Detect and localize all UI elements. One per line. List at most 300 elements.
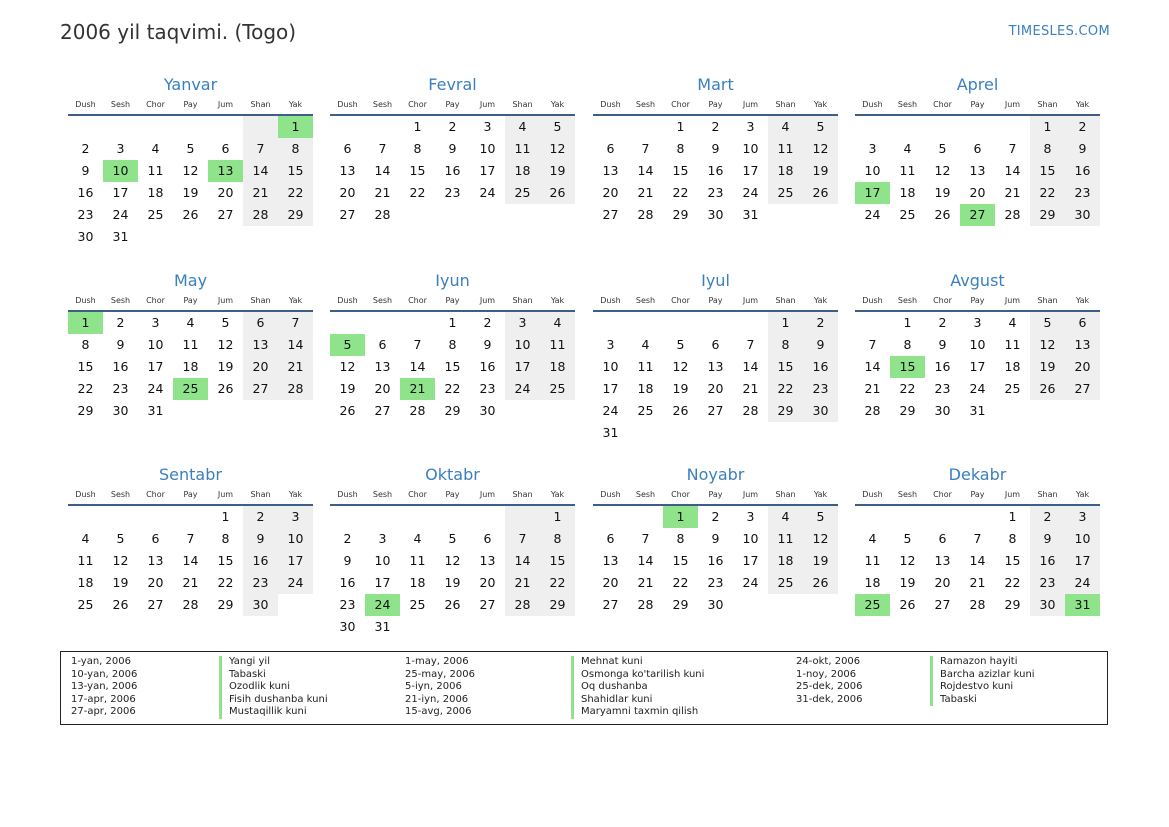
day-cell[interactable]: 30 <box>1065 204 1100 226</box>
day-cell[interactable]: 13 <box>339 163 356 178</box>
day-cell[interactable]: 9 <box>448 141 457 156</box>
day-cell[interactable]: 30 <box>112 403 129 418</box>
day-cell[interactable]: 1 <box>413 119 422 134</box>
day-cell[interactable]: 21 <box>182 575 199 590</box>
day-cell[interactable]: 12 <box>339 359 356 374</box>
day-cell[interactable]: 1 <box>221 509 230 524</box>
day-cell[interactable]: 28 <box>1004 207 1021 222</box>
day-cell[interactable]: 22 <box>672 575 689 590</box>
day-cell[interactable]: 27 <box>243 378 278 400</box>
day-cell[interactable]: 5 <box>221 315 230 330</box>
day-cell[interactable]: 24 <box>147 381 164 396</box>
day-cell[interactable]: 15 <box>409 163 426 178</box>
day-cell[interactable]: 22 <box>444 381 461 396</box>
day-cell[interactable]: 11 <box>899 163 916 178</box>
day-cell[interactable]: 17 <box>1065 550 1100 572</box>
day-cell[interactable]: 26 <box>899 597 916 612</box>
day-cell[interactable]: 8 <box>448 337 457 352</box>
day-cell[interactable]: 20 <box>602 185 619 200</box>
day-cell[interactable]: 23 <box>112 381 129 396</box>
day-cell[interactable]: 21 <box>374 185 391 200</box>
day-cell[interactable]: 14 <box>637 553 654 568</box>
day-cell[interactable]: 29 <box>77 403 94 418</box>
day-cell[interactable]: 7 <box>868 337 877 352</box>
day-cell[interactable]: 15 <box>278 160 313 182</box>
day-cell[interactable]: 9 <box>243 528 278 550</box>
day-cell[interactable]: 16 <box>243 550 278 572</box>
day-cell[interactable]: 6 <box>606 141 615 156</box>
day-cell[interactable]: 22 <box>217 575 234 590</box>
day-cell[interactable]: 21 <box>278 356 313 378</box>
day-cell[interactable]: 7 <box>413 337 422 352</box>
day-cell[interactable]: 28 <box>278 378 313 400</box>
day-cell[interactable]: 20 <box>217 185 234 200</box>
day-cell[interactable]: 8 <box>221 531 230 546</box>
day-cell[interactable]: 26 <box>1030 378 1065 400</box>
day-cell[interactable]: 14 <box>637 163 654 178</box>
day-cell[interactable]: 14 <box>742 359 759 374</box>
day-cell[interactable]: 15 <box>217 553 234 568</box>
day-cell[interactable]: 4 <box>868 531 877 546</box>
day-cell[interactable]: 2 <box>116 315 125 330</box>
day-cell[interactable]: 1 <box>1008 509 1017 524</box>
day-cell[interactable]: 23 <box>339 597 356 612</box>
day-cell[interactable]: 16 <box>707 163 724 178</box>
day-cell[interactable]: 18 <box>182 359 199 374</box>
day-cell[interactable]: 24 <box>278 572 313 594</box>
day-cell[interactable]: 16 <box>707 553 724 568</box>
day-cell[interactable]: 12 <box>217 337 234 352</box>
day-cell[interactable]: 19 <box>899 575 916 590</box>
day-cell[interactable]: 2 <box>243 506 278 528</box>
day-cell[interactable]: 11 <box>637 359 654 374</box>
day-cell[interactable]: 4 <box>540 312 575 334</box>
day-cell[interactable]: 17 <box>112 185 129 200</box>
day-cell[interactable]: 2 <box>81 141 90 156</box>
day-cell[interactable]: 17 <box>374 575 391 590</box>
day-cell[interactable]: 23 <box>243 572 278 594</box>
day-cell[interactable]: 15 <box>540 550 575 572</box>
day-cell[interactable]: 10 <box>602 359 619 374</box>
day-cell[interactable]: 21 <box>969 575 986 590</box>
day-cell[interactable]: 3 <box>151 315 160 330</box>
day-cell[interactable]: 7 <box>186 531 195 546</box>
day-cell[interactable]: 8 <box>676 531 685 546</box>
day-cell[interactable]: 18 <box>1004 359 1021 374</box>
day-cell[interactable]: 24 <box>742 185 759 200</box>
day-cell[interactable]: 15 <box>77 359 94 374</box>
day-cell[interactable]: 8 <box>1008 531 1017 546</box>
day-cell[interactable]: 11 <box>505 138 540 160</box>
day-cell[interactable]: 19 <box>182 185 199 200</box>
day-cell[interactable]: 12 <box>540 138 575 160</box>
day-cell[interactable]: 8 <box>676 141 685 156</box>
day-cell[interactable]: 14 <box>243 160 278 182</box>
day-cell[interactable]: 20 <box>1065 356 1100 378</box>
day-cell[interactable]: 10 <box>278 528 313 550</box>
day-cell[interactable]: 2 <box>803 312 838 334</box>
day-cell[interactable]: 5 <box>330 334 365 356</box>
day-cell[interactable]: 27 <box>602 597 619 612</box>
day-cell[interactable]: 2 <box>448 119 457 134</box>
day-cell[interactable]: 18 <box>409 575 426 590</box>
day-cell[interactable]: 7 <box>505 528 540 550</box>
day-cell[interactable]: 16 <box>1065 160 1100 182</box>
day-cell[interactable]: 13 <box>374 359 391 374</box>
day-cell[interactable]: 21 <box>1004 185 1021 200</box>
day-cell[interactable]: 17 <box>479 163 496 178</box>
day-cell[interactable]: 22 <box>1004 575 1021 590</box>
day-cell[interactable]: 16 <box>112 359 129 374</box>
day-cell[interactable]: 14 <box>409 359 426 374</box>
day-cell[interactable]: 15 <box>444 359 461 374</box>
day-cell[interactable]: 6 <box>151 531 160 546</box>
day-cell[interactable]: 3 <box>278 506 313 528</box>
day-cell[interactable]: 19 <box>1030 356 1065 378</box>
day-cell[interactable]: 11 <box>77 553 94 568</box>
day-cell[interactable]: 31 <box>742 207 759 222</box>
day-cell[interactable]: 5 <box>938 141 947 156</box>
day-cell[interactable]: 19 <box>672 381 689 396</box>
day-cell[interactable]: 11 <box>1004 337 1021 352</box>
day-cell[interactable]: 7 <box>746 337 755 352</box>
day-cell[interactable]: 25 <box>77 597 94 612</box>
day-cell[interactable]: 12 <box>899 553 916 568</box>
day-cell[interactable]: 12 <box>672 359 689 374</box>
day-cell[interactable]: 10 <box>742 531 759 546</box>
day-cell[interactable]: 28 <box>742 403 759 418</box>
day-cell[interactable]: 10 <box>103 160 138 182</box>
day-cell[interactable]: 5 <box>676 337 685 352</box>
day-cell[interactable]: 7 <box>973 531 982 546</box>
day-cell[interactable]: 13 <box>707 359 724 374</box>
day-cell[interactable]: 12 <box>934 163 951 178</box>
day-cell[interactable]: 25 <box>173 378 208 400</box>
day-cell[interactable]: 7 <box>243 138 278 160</box>
day-cell[interactable]: 11 <box>768 138 803 160</box>
day-cell[interactable]: 22 <box>409 185 426 200</box>
day-cell[interactable]: 28 <box>243 204 278 226</box>
day-cell[interactable]: 14 <box>374 163 391 178</box>
day-cell[interactable]: 30 <box>1030 594 1065 616</box>
day-cell[interactable]: 28 <box>637 207 654 222</box>
day-cell[interactable]: 17 <box>742 553 759 568</box>
day-cell[interactable]: 9 <box>711 141 720 156</box>
day-cell[interactable]: 26 <box>803 182 838 204</box>
day-cell[interactable]: 26 <box>934 207 951 222</box>
day-cell[interactable]: 21 <box>243 182 278 204</box>
day-cell[interactable]: 3 <box>973 315 982 330</box>
day-cell[interactable]: 13 <box>934 553 951 568</box>
day-cell[interactable]: 18 <box>768 550 803 572</box>
day-cell[interactable]: 21 <box>400 378 435 400</box>
day-cell[interactable]: 26 <box>217 381 234 396</box>
day-cell[interactable]: 10 <box>742 141 759 156</box>
day-cell[interactable]: 13 <box>243 334 278 356</box>
day-cell[interactable]: 30 <box>243 594 278 616</box>
day-cell[interactable]: 17 <box>505 356 540 378</box>
day-cell[interactable]: 5 <box>186 141 195 156</box>
day-cell[interactable]: 3 <box>868 141 877 156</box>
day-cell[interactable]: 12 <box>112 553 129 568</box>
day-cell[interactable]: 20 <box>243 356 278 378</box>
day-cell[interactable]: 4 <box>505 116 540 138</box>
day-cell[interactable]: 21 <box>637 185 654 200</box>
day-cell[interactable]: 27 <box>217 207 234 222</box>
day-cell[interactable]: 13 <box>208 160 243 182</box>
day-cell[interactable]: 10 <box>479 141 496 156</box>
day-cell[interactable]: 23 <box>803 378 838 400</box>
day-cell[interactable]: 23 <box>77 207 94 222</box>
day-cell[interactable]: 28 <box>637 597 654 612</box>
day-cell[interactable]: 3 <box>505 312 540 334</box>
day-cell[interactable]: 13 <box>969 163 986 178</box>
day-cell[interactable]: 19 <box>803 160 838 182</box>
day-cell[interactable]: 10 <box>864 163 881 178</box>
day-cell[interactable]: 1 <box>663 506 698 528</box>
day-cell[interactable]: 22 <box>768 378 803 400</box>
day-cell[interactable]: 16 <box>77 185 94 200</box>
day-cell[interactable]: 6 <box>973 141 982 156</box>
day-cell[interactable]: 24 <box>742 575 759 590</box>
day-cell[interactable]: 29 <box>444 403 461 418</box>
day-cell[interactable]: 24 <box>864 207 881 222</box>
day-cell[interactable]: 2 <box>483 315 492 330</box>
day-cell[interactable]: 12 <box>444 553 461 568</box>
day-cell[interactable]: 4 <box>151 141 160 156</box>
day-cell[interactable]: 6 <box>343 141 352 156</box>
day-cell[interactable]: 23 <box>707 185 724 200</box>
day-cell[interactable]: 31 <box>1065 594 1100 616</box>
day-cell[interactable]: 14 <box>182 553 199 568</box>
day-cell[interactable]: 26 <box>339 403 356 418</box>
day-cell[interactable]: 17 <box>855 182 890 204</box>
day-cell[interactable]: 28 <box>182 597 199 612</box>
day-cell[interactable]: 26 <box>112 597 129 612</box>
day-cell[interactable]: 8 <box>903 337 912 352</box>
day-cell[interactable]: 27 <box>147 597 164 612</box>
day-cell[interactable]: 25 <box>147 207 164 222</box>
day-cell[interactable]: 21 <box>864 381 881 396</box>
day-cell[interactable]: 20 <box>479 575 496 590</box>
day-cell[interactable]: 30 <box>479 403 496 418</box>
day-cell[interactable]: 1 <box>448 315 457 330</box>
day-cell[interactable]: 2 <box>711 509 720 524</box>
day-cell[interactable]: 29 <box>672 597 689 612</box>
day-cell[interactable]: 17 <box>969 359 986 374</box>
day-cell[interactable]: 22 <box>672 185 689 200</box>
day-cell[interactable]: 27 <box>1065 378 1100 400</box>
day-cell[interactable]: 4 <box>641 337 650 352</box>
day-cell[interactable]: 23 <box>707 575 724 590</box>
day-cell[interactable]: 26 <box>672 403 689 418</box>
day-cell[interactable]: 31 <box>602 425 619 440</box>
day-cell[interactable]: 10 <box>147 337 164 352</box>
day-cell[interactable]: 21 <box>637 575 654 590</box>
day-cell[interactable]: 13 <box>1065 334 1100 356</box>
day-cell[interactable]: 5 <box>1030 312 1065 334</box>
day-cell[interactable]: 4 <box>1008 315 1017 330</box>
day-cell[interactable]: 26 <box>803 572 838 594</box>
day-cell[interactable]: 6 <box>243 312 278 334</box>
day-cell[interactable]: 18 <box>147 185 164 200</box>
day-cell[interactable]: 3 <box>116 141 125 156</box>
day-cell[interactable]: 24 <box>505 378 540 400</box>
day-cell[interactable]: 10 <box>969 337 986 352</box>
day-cell[interactable]: 21 <box>742 381 759 396</box>
day-cell[interactable]: 3 <box>606 337 615 352</box>
day-cell[interactable]: 13 <box>147 553 164 568</box>
day-cell[interactable]: 20 <box>969 185 986 200</box>
day-cell[interactable]: 27 <box>479 597 496 612</box>
day-cell[interactable]: 25 <box>768 182 803 204</box>
day-cell[interactable]: 9 <box>938 337 947 352</box>
day-cell[interactable]: 20 <box>147 575 164 590</box>
day-cell[interactable]: 29 <box>278 204 313 226</box>
day-cell[interactable]: 17 <box>602 381 619 396</box>
day-cell[interactable]: 28 <box>969 597 986 612</box>
day-cell[interactable]: 7 <box>378 141 387 156</box>
day-cell[interactable]: 25 <box>1004 381 1021 396</box>
day-cell[interactable]: 20 <box>374 381 391 396</box>
day-cell[interactable]: 1 <box>68 312 103 334</box>
day-cell[interactable]: 18 <box>505 160 540 182</box>
day-cell[interactable]: 15 <box>1030 160 1065 182</box>
day-cell[interactable]: 29 <box>672 207 689 222</box>
day-cell[interactable]: 4 <box>81 531 90 546</box>
day-cell[interactable]: 25 <box>505 182 540 204</box>
day-cell[interactable]: 18 <box>864 575 881 590</box>
day-cell[interactable]: 31 <box>969 403 986 418</box>
day-cell[interactable]: 3 <box>1065 506 1100 528</box>
day-cell[interactable]: 17 <box>278 550 313 572</box>
day-cell[interactable]: 26 <box>182 207 199 222</box>
day-cell[interactable]: 26 <box>540 182 575 204</box>
day-cell[interactable]: 25 <box>637 403 654 418</box>
day-cell[interactable]: 9 <box>343 553 352 568</box>
day-cell[interactable]: 25 <box>899 207 916 222</box>
day-cell[interactable]: 18 <box>77 575 94 590</box>
day-cell[interactable]: 22 <box>77 381 94 396</box>
day-cell[interactable]: 7 <box>641 531 650 546</box>
day-cell[interactable]: 14 <box>969 553 986 568</box>
day-cell[interactable]: 25 <box>540 378 575 400</box>
day-cell[interactable]: 26 <box>444 597 461 612</box>
day-cell[interactable]: 2 <box>711 119 720 134</box>
day-cell[interactable]: 29 <box>768 400 803 422</box>
day-cell[interactable]: 30 <box>339 619 356 634</box>
day-cell[interactable]: 12 <box>803 528 838 550</box>
day-cell[interactable]: 23 <box>1030 572 1065 594</box>
day-cell[interactable]: 14 <box>864 359 881 374</box>
day-cell[interactable]: 15 <box>1004 553 1021 568</box>
day-cell[interactable]: 7 <box>1008 141 1017 156</box>
day-cell[interactable]: 22 <box>540 572 575 594</box>
day-cell[interactable]: 22 <box>278 182 313 204</box>
day-cell[interactable]: 18 <box>768 160 803 182</box>
day-cell[interactable]: 8 <box>278 138 313 160</box>
day-cell[interactable]: 18 <box>540 356 575 378</box>
day-cell[interactable]: 22 <box>1030 182 1065 204</box>
day-cell[interactable]: 15 <box>890 356 925 378</box>
day-cell[interactable]: 16 <box>1030 550 1065 572</box>
day-cell[interactable]: 9 <box>116 337 125 352</box>
day-cell[interactable]: 5 <box>540 116 575 138</box>
day-cell[interactable]: 14 <box>505 550 540 572</box>
day-cell[interactable]: 4 <box>768 116 803 138</box>
day-cell[interactable]: 3 <box>746 509 755 524</box>
day-cell[interactable]: 28 <box>409 403 426 418</box>
day-cell[interactable]: 6 <box>378 337 387 352</box>
day-cell[interactable]: 24 <box>602 403 619 418</box>
day-cell[interactable]: 6 <box>1065 312 1100 334</box>
day-cell[interactable]: 12 <box>1030 334 1065 356</box>
day-cell[interactable]: 14 <box>278 334 313 356</box>
day-cell[interactable]: 1 <box>768 312 803 334</box>
day-cell[interactable]: 6 <box>221 141 230 156</box>
day-cell[interactable]: 9 <box>711 531 720 546</box>
day-cell[interactable]: 25 <box>409 597 426 612</box>
day-cell[interactable]: 16 <box>339 575 356 590</box>
day-cell[interactable]: 2 <box>343 531 352 546</box>
day-cell[interactable]: 5 <box>903 531 912 546</box>
day-cell[interactable]: 17 <box>147 359 164 374</box>
day-cell[interactable]: 9 <box>1030 528 1065 550</box>
day-cell[interactable]: 10 <box>374 553 391 568</box>
day-cell[interactable]: 11 <box>409 553 426 568</box>
day-cell[interactable]: 11 <box>540 334 575 356</box>
day-cell[interactable]: 4 <box>186 315 195 330</box>
day-cell[interactable]: 11 <box>147 163 164 178</box>
day-cell[interactable]: 2 <box>1030 506 1065 528</box>
day-cell[interactable]: 7 <box>278 312 313 334</box>
day-cell[interactable]: 6 <box>606 531 615 546</box>
day-cell[interactable]: 11 <box>864 553 881 568</box>
day-cell[interactable]: 6 <box>938 531 947 546</box>
day-cell[interactable]: 30 <box>707 597 724 612</box>
day-cell[interactable]: 6 <box>711 337 720 352</box>
day-cell[interactable]: 8 <box>1030 138 1065 160</box>
day-cell[interactable]: 21 <box>505 572 540 594</box>
day-cell[interactable]: 10 <box>505 334 540 356</box>
day-cell[interactable]: 20 <box>707 381 724 396</box>
day-cell[interactable]: 18 <box>637 381 654 396</box>
day-cell[interactable]: 12 <box>803 138 838 160</box>
day-cell[interactable]: 19 <box>217 359 234 374</box>
day-cell[interactable]: 15 <box>768 356 803 378</box>
day-cell[interactable]: 1 <box>1030 116 1065 138</box>
day-cell[interactable]: 18 <box>899 185 916 200</box>
day-cell[interactable]: 8 <box>413 141 422 156</box>
day-cell[interactable]: 3 <box>483 119 492 134</box>
day-cell[interactable]: 19 <box>339 381 356 396</box>
day-cell[interactable]: 5 <box>803 116 838 138</box>
day-cell[interactable]: 2 <box>1065 116 1100 138</box>
day-cell[interactable]: 10 <box>1065 528 1100 550</box>
day-cell[interactable]: 28 <box>374 207 391 222</box>
day-cell[interactable]: 11 <box>182 337 199 352</box>
day-cell[interactable]: 20 <box>934 575 951 590</box>
day-cell[interactable]: 15 <box>672 163 689 178</box>
day-cell[interactable]: 30 <box>77 229 94 244</box>
day-cell[interactable]: 19 <box>444 575 461 590</box>
day-cell[interactable]: 7 <box>641 141 650 156</box>
day-cell[interactable]: 5 <box>803 506 838 528</box>
day-cell[interactable]: 15 <box>672 553 689 568</box>
day-cell[interactable]: 9 <box>483 337 492 352</box>
day-cell[interactable]: 4 <box>903 141 912 156</box>
day-cell[interactable]: 13 <box>479 553 496 568</box>
